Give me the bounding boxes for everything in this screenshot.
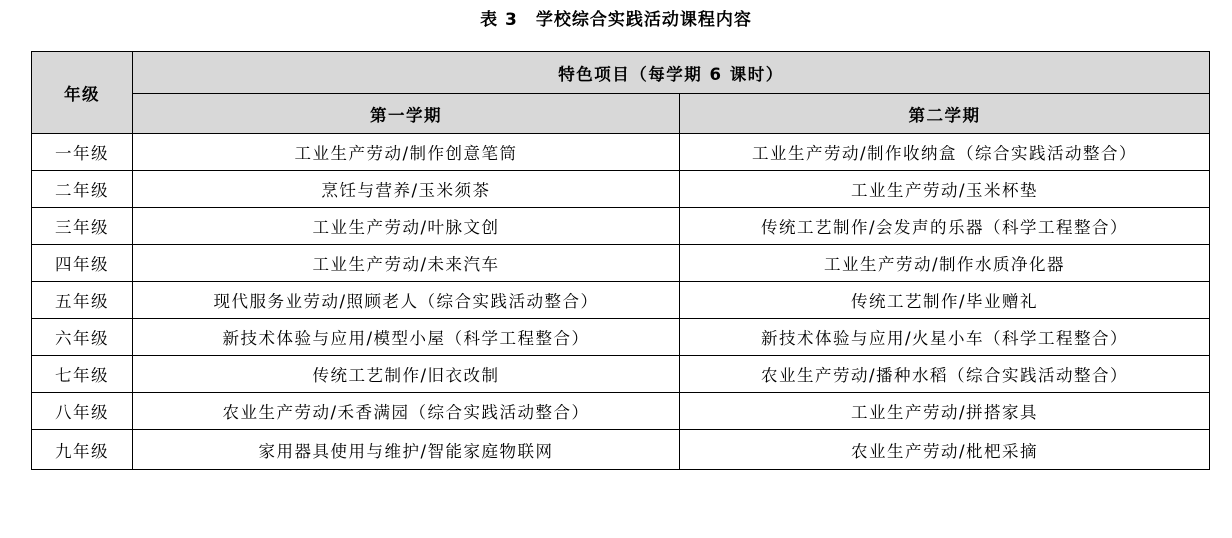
table-row [32,208,1210,245]
table-row [32,134,1210,171]
table-row [32,282,1210,319]
term1-cell: 传统工艺制作/旧衣改制 [133,356,680,393]
table-row [32,319,1210,356]
grade-cell: 四年级 [32,245,133,282]
table-caption: 表 3 学校综合实践活动课程内容 [480,10,752,30]
grade-cell: 二年级 [32,171,133,208]
table-row [32,171,1210,208]
term1-cell: 新技术体验与应用/模型小屋（科学工程整合） [133,319,680,356]
table-row [32,430,1210,470]
term2-cell: 农业生产劳动/枇杷采摘 [680,430,1210,470]
header-term2: 第二学期 [680,94,1210,134]
grade-cell: 一年级 [32,134,133,171]
table-row [32,245,1210,282]
header-feature-project: 特色项目（每学期 6 课时） [133,52,1210,94]
term1-cell: 现代服务业劳动/照顾老人（综合实践活动整合） [133,282,680,319]
grade-cell: 三年级 [32,208,133,245]
term1-cell: 农业生产劳动/禾香满园（综合实践活动整合） [133,393,680,430]
grade-cell: 六年级 [32,319,133,356]
course-table [31,51,1210,470]
grade-cell: 五年级 [32,282,133,319]
table-row [32,393,1210,430]
header-term1: 第一学期 [133,94,680,134]
term1-cell: 工业生产劳动/制作创意笔筒 [133,134,680,171]
term1-cell: 工业生产劳动/叶脉文创 [133,208,680,245]
term2-cell: 传统工艺制作/毕业赠礼 [680,282,1210,319]
term2-cell: 传统工艺制作/会发声的乐器（科学工程整合） [680,208,1210,245]
term2-cell: 工业生产劳动/制作收纳盒（综合实践活动整合） [680,134,1210,171]
grade-cell: 九年级 [32,430,133,470]
term2-cell: 工业生产劳动/拼搭家具 [680,393,1210,430]
term2-cell: 农业生产劳动/播种水稻（综合实践活动整合） [680,356,1210,393]
table-row [32,356,1210,393]
term2-cell: 工业生产劳动/制作水质净化器 [680,245,1210,282]
header-row [32,52,1210,94]
grade-cell: 八年级 [32,393,133,430]
term2-cell: 新技术体验与应用/火星小车（科学工程整合） [680,319,1210,356]
term1-cell: 烹饪与营养/玉米须茶 [133,171,680,208]
header-grade: 年级 [32,52,133,134]
term1-cell: 工业生产劳动/未来汽车 [133,245,680,282]
header-row [32,94,1210,134]
term2-cell: 工业生产劳动/玉米杯垫 [680,171,1210,208]
term1-cell: 家用器具使用与维护/智能家庭物联网 [133,430,680,470]
grade-cell: 七年级 [32,356,133,393]
